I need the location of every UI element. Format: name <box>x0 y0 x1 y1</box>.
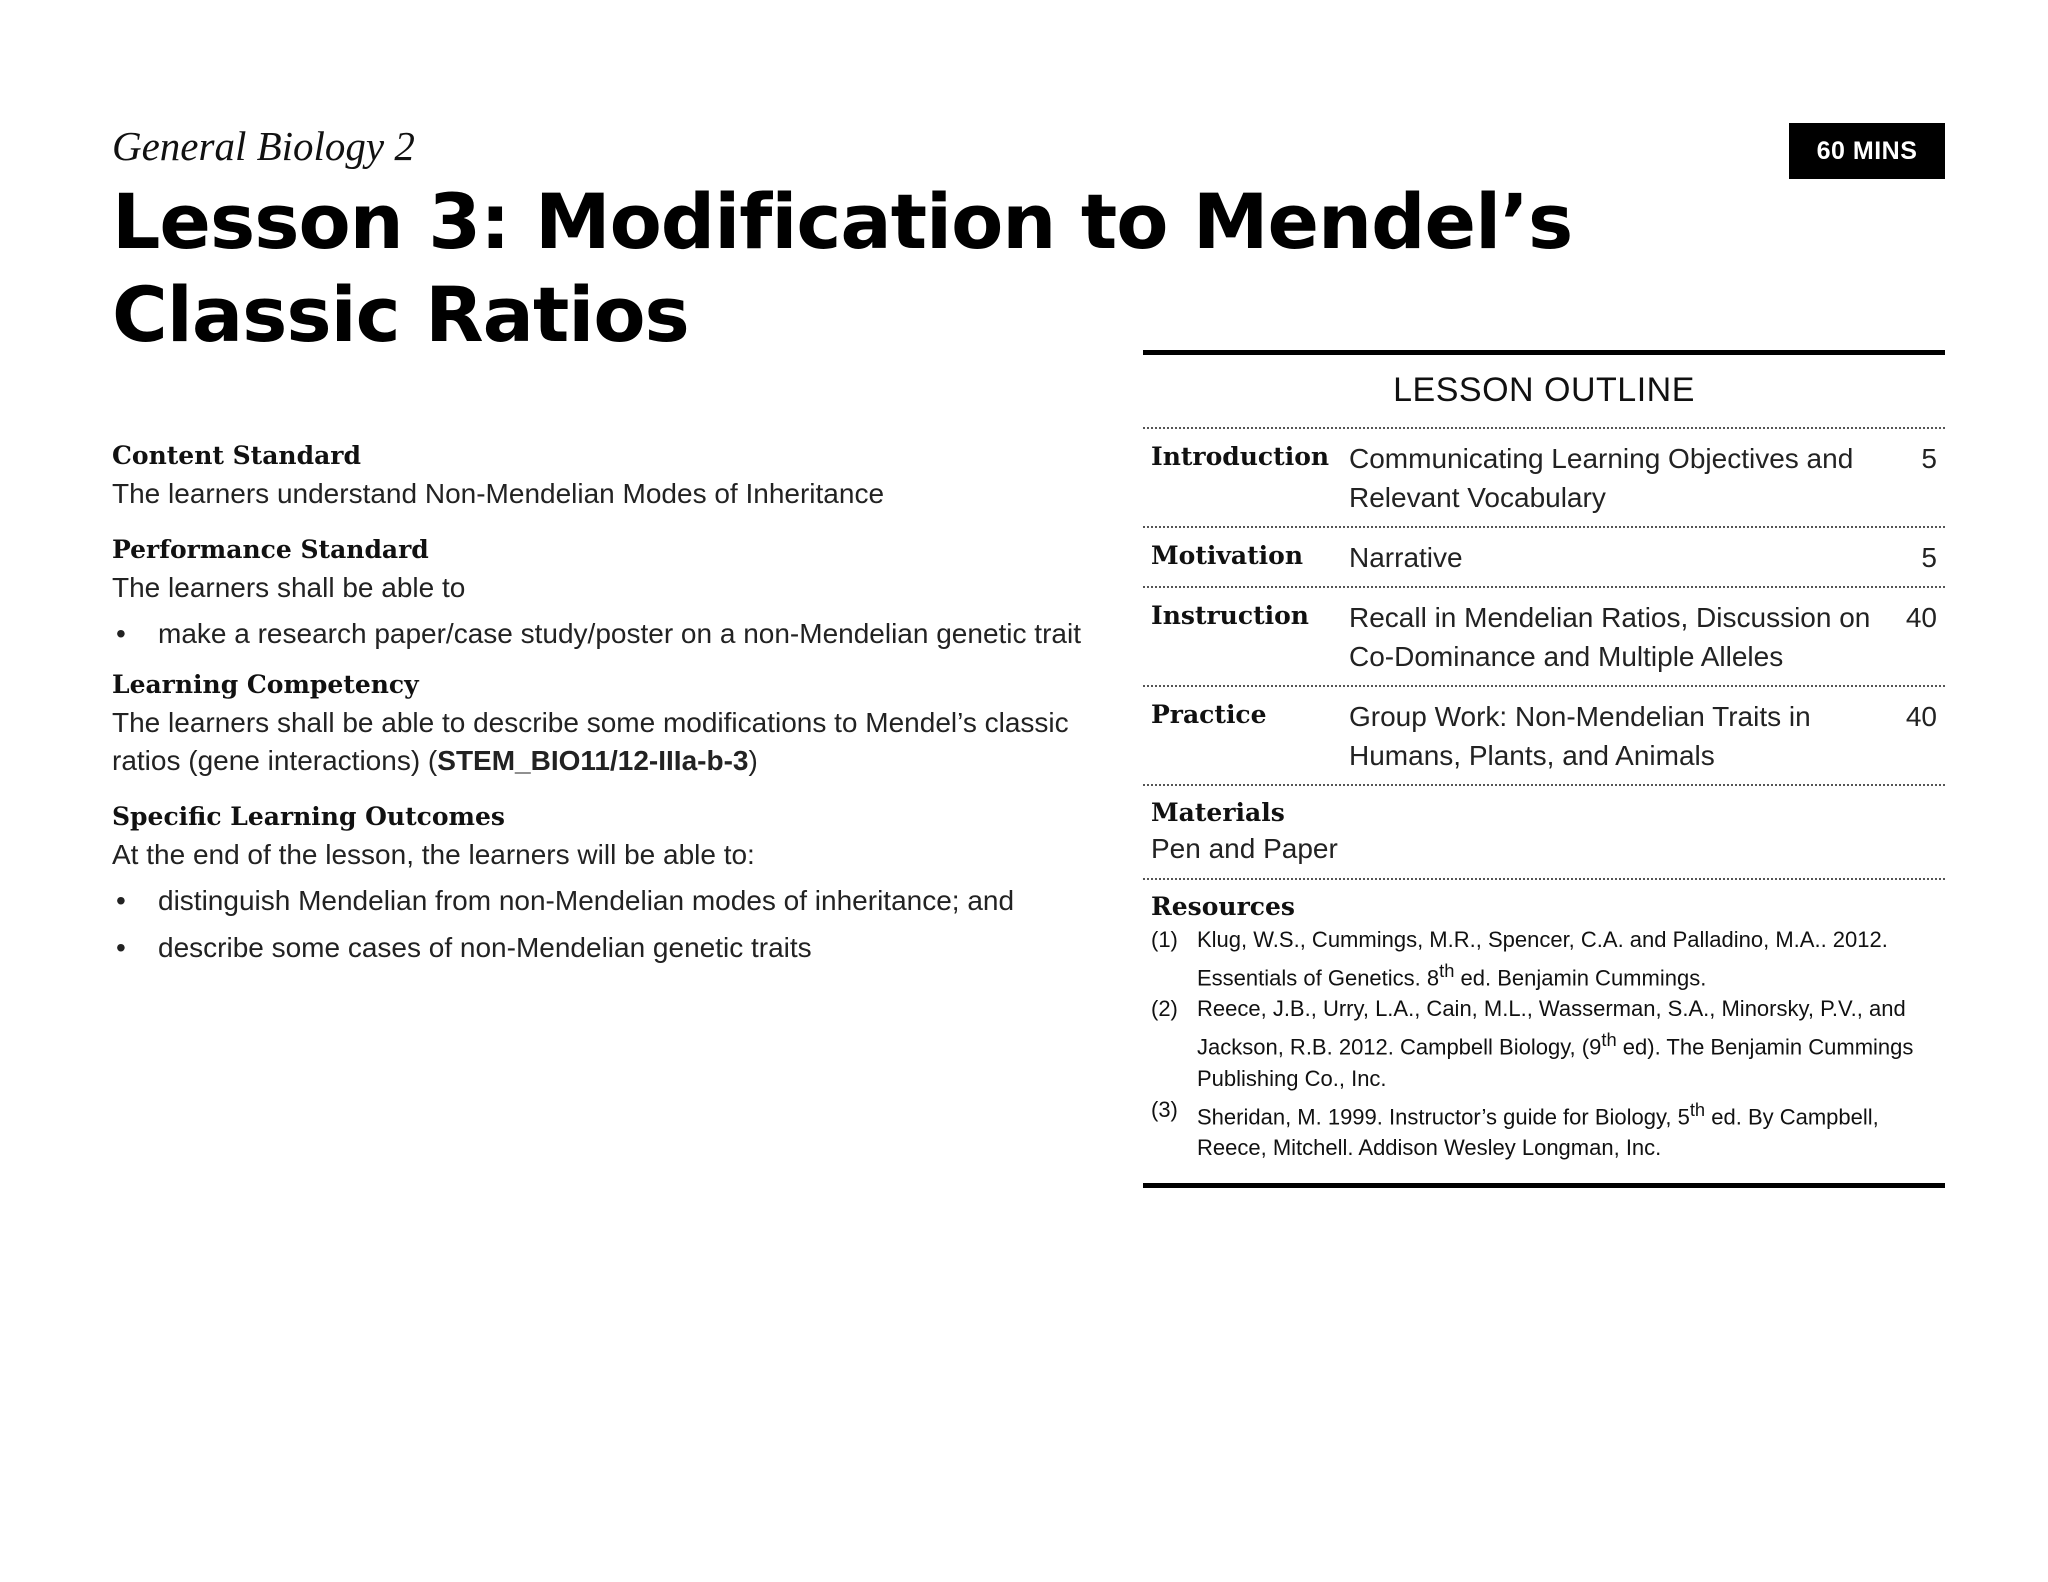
outcomes-bullet-list <box>112 882 1122 967</box>
outline-row-description: Group Work: Non-Mendelian Traits in Humans, Plants, and Animals <box>1349 701 1811 771</box>
materials-heading: Materials <box>1151 798 1285 827</box>
learning-outcomes-text: At the end of the lesson, the learners will be able to: <box>112 839 755 870</box>
content-standard-text: The learners understand Non-Mendelian Modes of Inheritance <box>112 478 885 509</box>
resource-number: (1) <box>1151 927 1178 952</box>
subject-name: General Biology 2 <box>112 123 415 169</box>
outline-row-practice <box>1143 687 1945 784</box>
outline-row-minutes: 40 <box>1905 701 1937 732</box>
list-item <box>112 615 1122 653</box>
competency-close-paren: ) <box>748 745 758 776</box>
citation-text: Sheridan, M. 1999. Instructor’s guide for Biology, 5 <box>1197 1103 1690 1129</box>
lesson-outline-heading: LESSON OUTLINE <box>1393 371 1695 409</box>
outline-row-description: Recall in Mendelian Ratios, Discussion on Co-Dominance and Multiple Alleles <box>1349 602 1871 672</box>
bullet-text: distinguish Mendelian from non-Mendelian modes of inheritance; and <box>158 885 1015 916</box>
bullet-text: make a research paper/case study/poster on a non-Mendelian genetic trait <box>158 618 1081 649</box>
outline-row-label: Practice <box>1151 700 1267 729</box>
bullet-icon: • <box>116 932 126 963</box>
outline-row-description: Narrative <box>1349 542 1463 573</box>
outline-row-instruction <box>1143 588 1945 685</box>
citation-text: ed). The Benjamin Cummings Publishing Co., Inc. <box>1197 1034 1914 1091</box>
bullet-icon: • <box>116 618 126 649</box>
resource-item <box>1151 993 1937 1093</box>
list-item <box>112 882 1122 920</box>
competency-code: STEM_BIO11/12-IIIa-b-3 <box>437 745 749 776</box>
duration-badge: 60 MINS <box>1789 123 1945 179</box>
outline-row-minutes: 5 <box>1921 542 1937 573</box>
outline-row-label: Introduction <box>1151 442 1330 471</box>
superscript: th <box>1439 960 1455 981</box>
resources-section <box>1143 880 1945 1173</box>
bullet-icon: • <box>116 885 126 916</box>
citation-text: Klug, W.S., Cummings, M.R., Spencer, C.A. and Palladino, M.A.. 2012. Essentials of Genetics. 8 <box>1197 927 1888 991</box>
resource-citation <box>1197 924 1937 993</box>
bottom-rule <box>1143 1183 1945 1188</box>
performance-standard-text: The learners shall be able to <box>112 572 466 603</box>
performance-standard-heading: Performance Standard <box>112 535 429 564</box>
outline-row-label: Motivation <box>1151 541 1304 570</box>
resource-number: (3) <box>1151 1096 1178 1122</box>
citation-text: ed. By Campbell, Reece, Mitchell. Addison Wesley Longman, Inc. <box>1197 1103 1879 1160</box>
resource-number: (2) <box>1151 996 1178 1022</box>
resource-item <box>1151 924 1937 993</box>
resource-citation <box>1197 993 1937 1093</box>
citation-text: Reece, J.B., Urry, L.A., Cain, M.L., Wasserman, S.A., Minorsky, P.V., and Jackson, R.B. 2012. Campbell Biology, (9 <box>1197 996 1906 1060</box>
learning-competency-heading: Learning Competency <box>112 670 419 699</box>
lesson-outline-panel <box>1143 350 1945 1188</box>
resource-citation <box>1197 1094 1937 1163</box>
learning-competency-text <box>112 704 1122 780</box>
lesson-title: Lesson 3: Modification to Mendel’s Classic Ratios <box>112 177 1573 359</box>
bullet-text: describe some cases of non-Mendelian genetic traits <box>158 932 812 963</box>
superscript: th <box>1601 1029 1617 1051</box>
outline-row-label: Instruction <box>1151 601 1309 630</box>
superscript: th <box>1689 1098 1706 1120</box>
outline-row-introduction <box>1143 429 1945 526</box>
outline-row-motivation <box>1143 528 1945 586</box>
content-standard-heading: Content Standard <box>112 441 361 470</box>
list-item <box>112 929 1122 967</box>
outline-row-minutes: 40 <box>1905 602 1937 633</box>
outline-row-description: Communicating Learning Objectives and Relevant Vocabulary <box>1349 443 1854 513</box>
materials-text: Pen and Paper <box>1151 833 1338 864</box>
outline-row-minutes: 5 <box>1921 443 1937 474</box>
citation-text: ed. Benjamin Cummings. <box>1454 965 1707 991</box>
resources-heading: Resources <box>1151 892 1295 921</box>
resource-item <box>1151 1094 1937 1163</box>
standards-column <box>112 437 1122 976</box>
competency-text: The learners shall be able to describe some modifications to Mendel’s classic ratios (gene interactions) ( <box>112 707 1069 776</box>
performance-bullet-list <box>112 615 1122 653</box>
learning-outcomes-heading: Specific Learning Outcomes <box>112 802 505 831</box>
materials-section <box>1143 786 1945 878</box>
